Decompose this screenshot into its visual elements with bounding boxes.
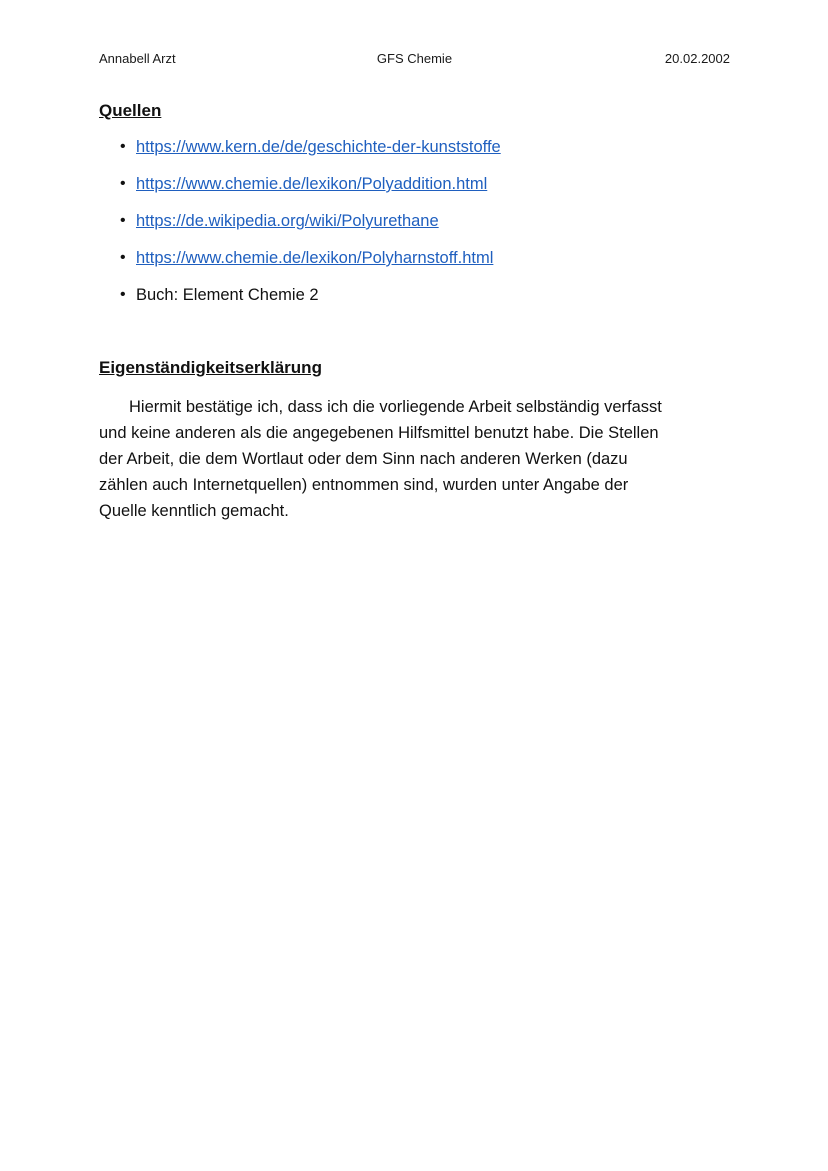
source-link-polyharnstoff[interactable]: https://www.chemie.de/lexikon/Polyharnstoff.html [136,249,494,267]
list-item [118,284,501,321]
declaration-line-text: Hiermit bestätige ich, dass ich die vorliegende Arbeit selbständig verfasst [129,398,662,416]
declaration-text [99,394,729,524]
list-item [118,247,501,284]
source-link-kern[interactable]: https://www.kern.de/de/geschichte-der-kunststoffe [136,138,501,156]
declaration-line: zählen auch Internetquellen) entnommen sind, wurden unter Angabe der [99,476,629,494]
bullet-icon: • [120,175,126,192]
bullet-icon: • [120,138,126,155]
bullet-icon: • [120,249,126,266]
header-date: 20.02.2002 [664,51,730,66]
bullet-icon: • [120,286,126,303]
sources-heading: Quellen [99,101,162,120]
source-link-wikipedia[interactable]: https://de.wikipedia.org/wiki/Polyurethane [136,212,439,230]
list-item [118,210,501,247]
declaration-line: Quelle kenntlich gemacht. [99,502,289,520]
page-header [99,50,730,68]
source-book: Buch: Element Chemie 2 [136,286,319,304]
sources-list [118,136,501,321]
source-link-polyaddition[interactable]: https://www.chemie.de/lexikon/Polyaddition.html [136,175,488,193]
header-author: Annabell Arzt [99,51,176,66]
header-subject: GFS Chemie [376,51,453,66]
list-item [118,173,501,210]
declaration-line [99,394,729,420]
bullet-icon: • [120,212,126,229]
declaration-line: der Arbeit, die dem Wortlaut oder dem Sinn nach anderen Werken (dazu [99,450,628,468]
list-item [118,136,501,173]
declaration-heading: Eigenständigkeitserklärung [99,358,322,377]
declaration-line: und keine anderen als die angegebenen Hilfsmittel benutzt habe. Die Stellen [99,424,659,442]
